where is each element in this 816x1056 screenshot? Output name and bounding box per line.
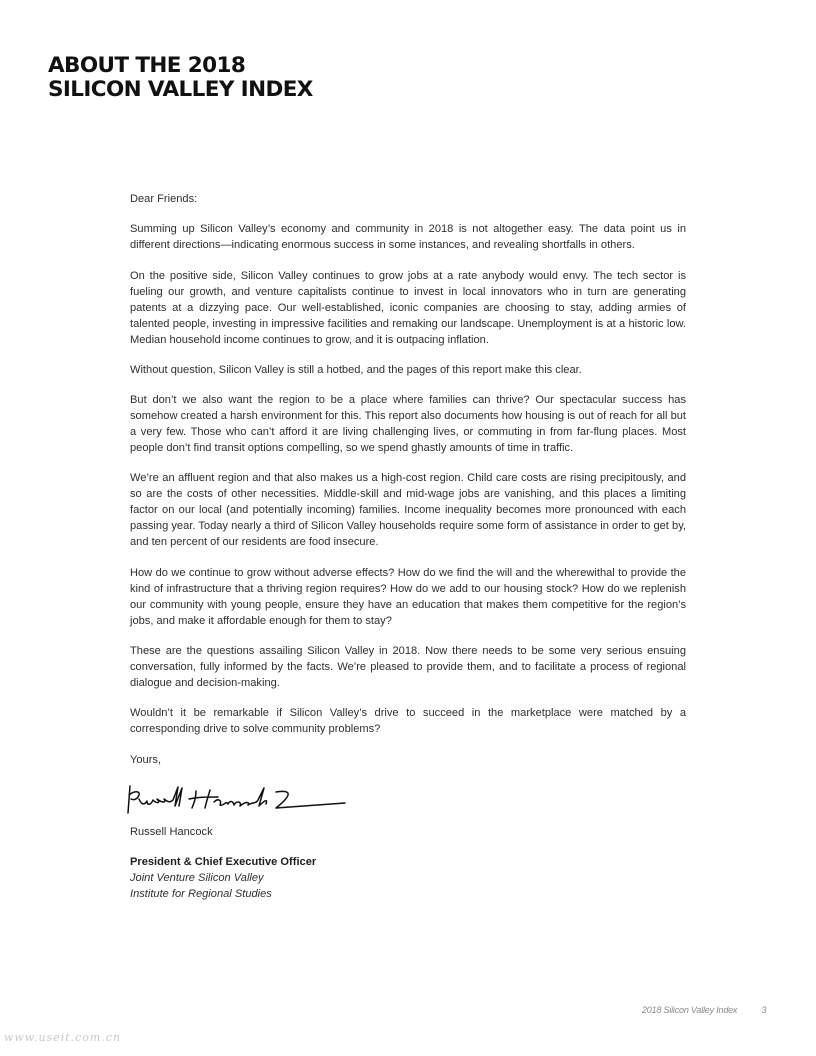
letter-paragraph: How do we continue to grow without adverse effects? How do we find the will and the wherewithal to provide the kind of infrastructure that a thriving region requires? How do we add to our housing stock? How do we replenish our community with young people, ensure they have an education that makes them competitive for the region’s jobs, and make it affordable enough for them to stay?	[130, 566, 686, 627]
page-footer	[642, 1005, 766, 1015]
letter-paragraph: These are the questions assailing Silicon Valley in 2018. Now there needs to be some very serious ensuing conversation, fully informed by the facts. We’re pleased to provide them, and to facilitate a process of regional dialogue and decision-making.	[130, 645, 686, 690]
salutation: Dear Friends:	[130, 193, 198, 205]
watermark: www.useit.com.cn	[4, 1031, 122, 1044]
signer-title: President & Chief Executive Officer	[130, 856, 317, 869]
handwritten-signature	[126, 782, 348, 816]
signer-name: Russell Hancock	[130, 825, 213, 838]
page-number: 3	[761, 1005, 767, 1015]
letter-paragraph: On the positive side, Silicon Valley continues to grow jobs at a rate anybody would envy. The tech sector is fueling our growth, and venture capitalists continue to invest in local innovators who in turn are generating patents at a dizzying pace. Our well-established, iconic companies are choosing to stay, adding armies of talented people, investing in impressive facilities and remaking our landscape. Unemployment is at a historic low. Median household income continues to grow, and it is outpacing inflation.	[130, 269, 686, 346]
page-title-line-1: ABOUT THE 2018	[48, 53, 246, 78]
page-title	[48, 54, 313, 102]
organization-name: Joint Venture Silicon Valley	[130, 872, 264, 885]
footer-publication: 2018 Silicon Valley Index	[642, 1005, 738, 1015]
page-title-line-2: SILICON VALLEY INDEX	[48, 77, 313, 102]
letter-paragraph: Summing up Silicon Valley’s economy and community in 2018 is not altogether easy. The data point us in different directions—indicating enormous success in some instances, and revealing shortfalls in others.	[130, 223, 686, 252]
letter-paragraph: But don’t we also want the region to be a place where families can thrive? Our spectacular success has somehow created a harsh environment for this. This report also documents how housing is out of reach for all but a very few. Those who can’t afford it are living challenging lives, or commuting in from far-flung places. Most people don’t find transit options compelling, so we spend ghastly amounts of time in traffic.	[130, 394, 686, 455]
closing: Yours,	[130, 753, 162, 766]
letter-paragraph: Wouldn’t it be remarkable if Silicon Valley’s drive to succeed in the marketplace were matched by a corresponding drive to solve community problems?	[130, 707, 686, 736]
letter-paragraph: We’re an affluent region and that also makes us a high-cost region. Child care costs are rising precipitously, and so are the costs of other necessities. Middle-skill and mid-wage jobs are vanishing, and this places a limiting factor on our local (and potentially incoming) families. Income inequality becomes more pronounced with each passing year. Today nearly a third of Silicon Valley households require some form of assistance in order to get by, and ten percent of our residents are food insecure.	[130, 472, 686, 549]
letter-paragraph: Without question, Silicon Valley is still a hotbed, and the pages of this report make this clear.	[130, 363, 582, 376]
letter-body	[130, 191, 686, 902]
organization-subtitle: Institute for Regional Studies	[130, 888, 272, 901]
